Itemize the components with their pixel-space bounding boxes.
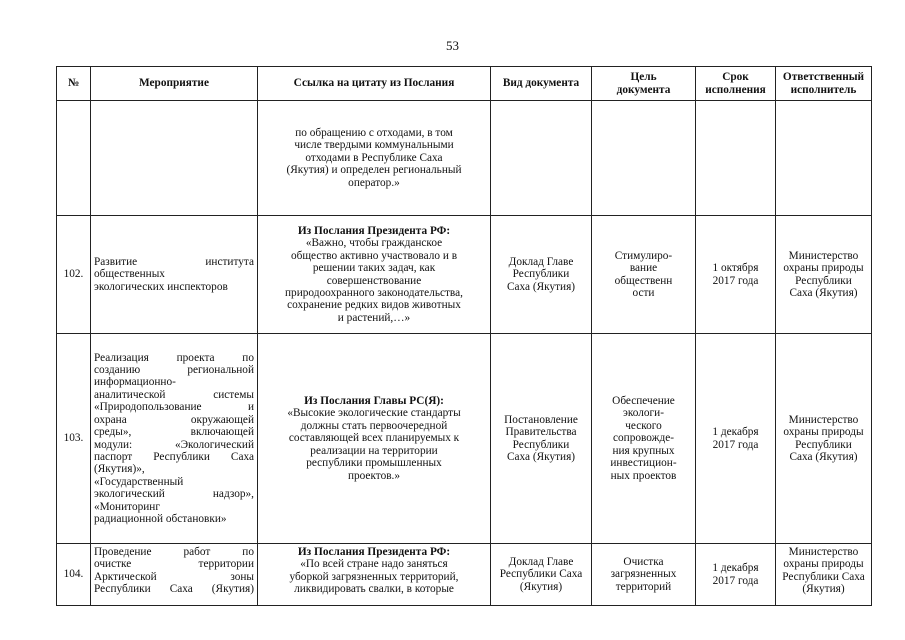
quote-line: числе твердыми коммунальными: [294, 139, 454, 152]
header-goal-line: документа: [616, 83, 671, 96]
header-responsible: [776, 67, 872, 101]
responsible-line: Республики: [795, 274, 852, 287]
responsible-line: охраны природы: [783, 558, 864, 571]
cell-num: 104.: [57, 544, 91, 606]
responsible-line: Министерство: [788, 413, 859, 426]
cell-event: [91, 334, 258, 544]
cell-quote: [258, 216, 491, 334]
event-line: информационно-: [94, 376, 176, 389]
quote-line: реализации на территории: [310, 444, 438, 457]
goal-line: Обеспечение: [612, 395, 675, 408]
cell-deadline: [696, 544, 776, 606]
doc-type-line: Постановление: [504, 413, 578, 426]
quote-line: «Важно, чтобы гражданское: [305, 237, 443, 250]
goal-line: территорий: [615, 580, 672, 593]
cell-event: [91, 544, 258, 606]
responsible-line: Саха (Якутия): [789, 450, 858, 463]
quote-line: отходами в Республике Саха: [305, 151, 443, 164]
doc-type-line: Доклад Главе: [508, 255, 574, 268]
event-line: экологический надзор»,: [94, 488, 254, 501]
header-deadline-line: Срок: [722, 71, 749, 84]
responsible-line: Министерство: [788, 546, 859, 558]
header-row: [57, 67, 872, 101]
responsible-line: охраны природы: [783, 426, 864, 439]
event-line: «Природопользование и: [94, 401, 254, 414]
goal-line: ния крупных: [612, 444, 675, 457]
goal-line: Очистка: [623, 555, 664, 568]
cell-deadline: [696, 334, 776, 544]
cell-goal: [592, 334, 696, 544]
event-line: паспорт Республики Саха: [94, 450, 254, 463]
event-line: Реализация проекта по: [94, 351, 254, 364]
quote-line: оператор.»: [348, 176, 400, 189]
goal-line: ных проектов: [610, 469, 677, 482]
event-line: радиационной обстановки»: [94, 512, 227, 525]
cell-responsible: [776, 544, 872, 606]
cell-quote: [258, 334, 491, 544]
goal-line: ческого: [625, 419, 662, 432]
quote-line: ликвидировать свалки, в которые: [294, 583, 454, 596]
cell-responsible: [776, 334, 872, 544]
deadline-line: 2017 года: [712, 574, 759, 587]
quote-line: проектов.»: [347, 469, 401, 482]
event-line: Арктической зоны: [94, 570, 254, 583]
cell-goal: [592, 544, 696, 606]
deadline-line: 2017 года: [712, 274, 759, 287]
deadline-line: 2017 года: [712, 438, 759, 451]
quote-line: общество активно участвовало и в: [290, 249, 458, 262]
cell-responsible: [776, 101, 872, 216]
doc-type-line: Доклад Главе: [508, 555, 574, 568]
cell-responsible: [776, 216, 872, 334]
quote-title: Из Послания Президента РФ:: [297, 224, 451, 237]
quote-title: Из Послания Главы РС(Я):: [304, 395, 444, 408]
quote-line: «По всей стране надо заняться: [300, 558, 448, 571]
event-line: экологических инспекторов: [94, 280, 228, 293]
header-doc-type: Вид документа: [491, 67, 592, 101]
quote-line: и растений,…»: [337, 311, 411, 324]
quote-line: республики промышленных: [306, 457, 442, 470]
deadline-line: 1 декабря: [712, 426, 759, 439]
quote-line: уборкой загрязненных территорий,: [289, 570, 459, 583]
goal-line: загрязненных: [610, 568, 677, 581]
table-row: [57, 544, 872, 606]
cell-quote: [258, 544, 491, 606]
responsible-line: Республики: [795, 438, 852, 451]
cell-doc-type: [491, 216, 592, 334]
doc-type-line: Республики: [512, 438, 570, 451]
header-deadline: [696, 67, 776, 101]
doc-type-line: (Якутия): [519, 580, 563, 593]
quote-line: (Якутия) и определен региональный: [286, 164, 462, 177]
header-event: Мероприятие: [91, 67, 258, 101]
header-goal-line: Цель: [630, 71, 657, 84]
responsible-line: Республики Саха: [782, 570, 865, 583]
quote-line: по обращению с отходами, в том: [295, 126, 453, 139]
goal-line: сопровожде-: [613, 432, 674, 445]
cell-deadline: [696, 216, 776, 334]
cell-goal: [592, 216, 696, 334]
page-number: 53: [446, 38, 459, 53]
quote-line: должны стать первоочередной: [300, 419, 448, 432]
event-line: (Якутия)»,: [94, 463, 145, 476]
event-line: «Мониторинг: [94, 500, 160, 513]
cell-quote: [258, 101, 491, 216]
responsible-line: Саха (Якутия): [789, 286, 858, 299]
quote-line: составляющей всех планируемых к: [288, 432, 460, 445]
table-row: [57, 101, 872, 216]
responsible-line: Министерство: [788, 249, 859, 262]
goal-line: вание: [629, 262, 658, 275]
cell-num: [57, 101, 91, 216]
cell-deadline: [696, 101, 776, 216]
quote-line: решении таких задач, как: [312, 262, 436, 275]
header-goal: [592, 67, 696, 101]
responsible-line: (Якутия): [802, 583, 845, 596]
doc-type-line: Правительства: [505, 426, 577, 439]
quote-line: сохранение редких видов животных: [287, 299, 461, 312]
event-line: Республики Саха (Якутия): [94, 583, 254, 596]
event-line: модули: «Экологический: [94, 438, 254, 451]
event-line: очистке территории: [94, 558, 254, 571]
header-num: №: [57, 67, 91, 101]
table-row: [57, 334, 872, 544]
goal-line: Стимулиро-: [614, 249, 673, 262]
event-line: созданию региональной: [94, 364, 254, 377]
goal-line: экологи-: [623, 407, 664, 420]
doc-type-line: Республики Саха: [499, 568, 583, 581]
goal-line: общественн: [614, 274, 673, 287]
doc-type-line: Саха (Якутия): [506, 450, 576, 463]
event-line: Развитие института: [94, 255, 254, 268]
quote-line: совершенствование: [326, 274, 422, 287]
event-line: «Государственный: [94, 475, 184, 488]
deadline-line: 1 октября: [712, 262, 759, 275]
header-responsible-line: Ответственный: [782, 71, 865, 84]
doc-type-line: Саха (Якутия): [506, 280, 576, 293]
cell-event: [91, 216, 258, 334]
doc-type-line: Республики: [512, 268, 570, 281]
event-line: среды», включающей: [94, 426, 254, 439]
quote-line: природоохранного законодательства,: [285, 286, 463, 299]
cell-doc-type: [491, 544, 592, 606]
cell-doc-type: [491, 101, 592, 216]
deadline-line: 1 декабря: [712, 562, 759, 575]
quote-line: «Высокие экологические стандарты: [287, 407, 461, 420]
quote-title: Из Послания Президента РФ:: [297, 546, 451, 558]
event-line: Проведение работ по: [94, 546, 254, 558]
table-row: [57, 216, 872, 334]
header-quote: Ссылка на цитату из Послания: [258, 67, 491, 101]
action-plan-table: [56, 66, 872, 606]
cell-num: 102.: [57, 216, 91, 334]
event-line: общественных: [94, 268, 165, 281]
goal-line: ости: [632, 286, 655, 299]
event-line: аналитической системы: [94, 388, 254, 401]
cell-event: [91, 101, 258, 216]
event-line: охрана окружающей: [94, 413, 254, 426]
header-deadline-line: исполнения: [705, 83, 766, 96]
goal-line: инвестицион-: [610, 457, 677, 470]
responsible-line: охраны природы: [783, 262, 864, 275]
cell-goal: [592, 101, 696, 216]
header-responsible-line: исполнитель: [790, 83, 857, 96]
cell-num: 103.: [57, 334, 91, 544]
cell-doc-type: [491, 334, 592, 544]
